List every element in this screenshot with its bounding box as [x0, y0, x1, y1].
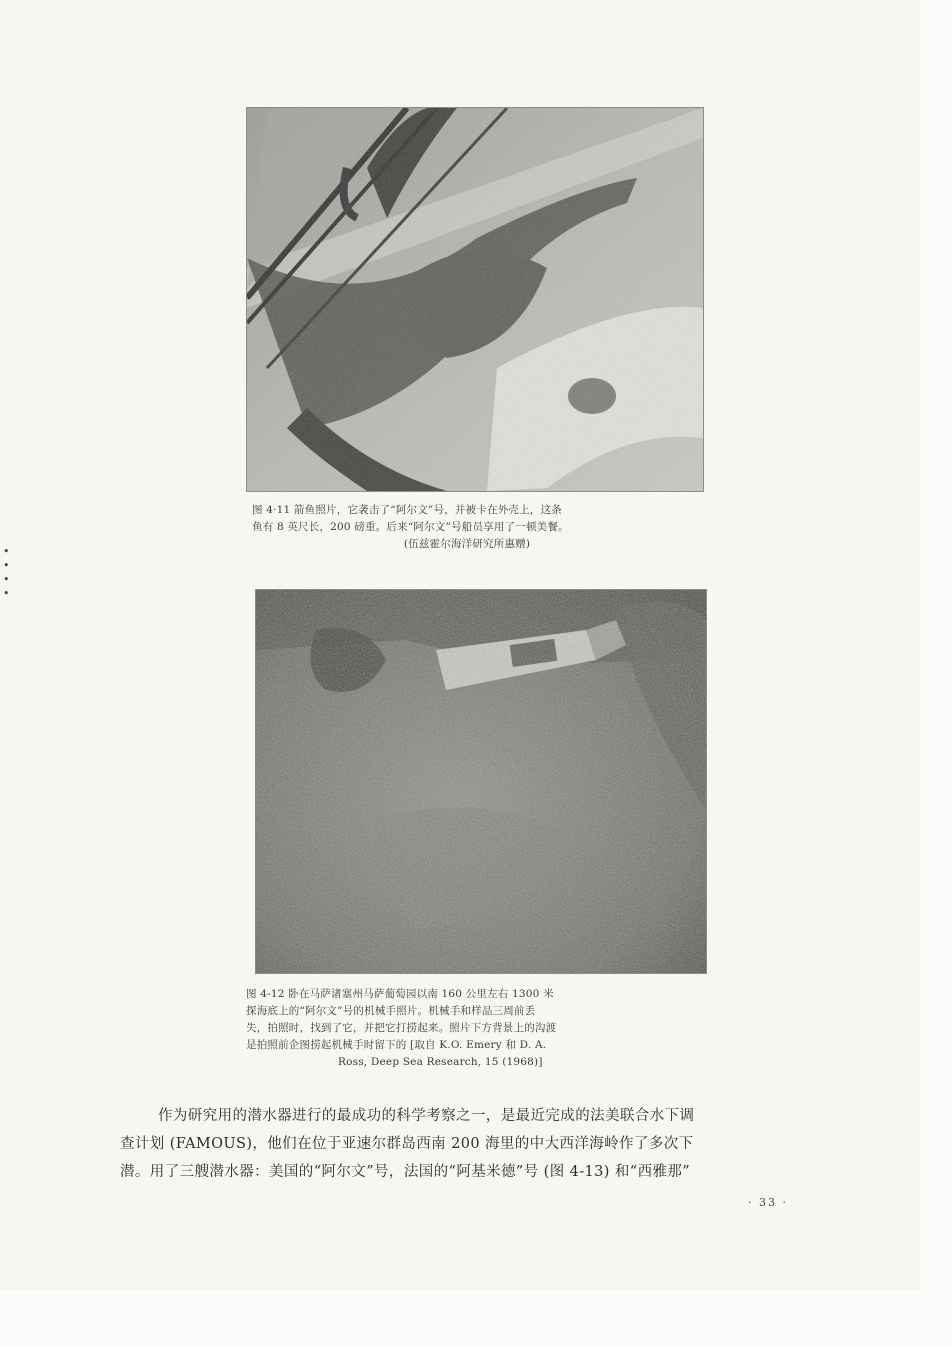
- page-number: · 33 ·: [748, 1196, 788, 1209]
- caption-credit: (伍兹霍尔海洋研究所惠赠): [403, 538, 531, 550]
- figure-4-12-caption: [246, 986, 706, 1071]
- caption-line: 是拍照前企图捞起机械手时留下的 [取自 K.O. Emery 和 D. A.: [246, 1039, 547, 1051]
- caption-line: 探海底上的“阿尔文”号的机械手照片。机械手和样品三周前丢: [246, 1005, 536, 1017]
- body-line: 作为研究用的潜水器进行的最成功的科学考察之一，是最近完成的法美联合水下调: [158, 1108, 695, 1124]
- seabed-arm-image: [256, 590, 706, 973]
- caption-line: 图 4·11 箭鱼照片，它袭击了“阿尔文”号，并被卡在外壳上，这条: [252, 504, 562, 516]
- caption-line: 图 4-12 卧在马萨诸塞州马萨葡萄园以南 160 公里左右 1300 米: [246, 988, 554, 1000]
- margin-marks: • • • •: [3, 545, 10, 600]
- caption-line: 鱼有 8 英尺长，200 磅重。后来“阿尔文”号船员享用了一顿美餐。: [252, 521, 569, 533]
- figure-4-12-photo: [255, 589, 707, 974]
- swordfish-image: [247, 108, 703, 491]
- caption-line: 失，拍照时，找到了它，并把它打捞起来。照片下方背景上的沟渡: [246, 1022, 557, 1034]
- body-line: 查计划 (FAMOUS)，他们在位于亚速尔群岛西南 200 海里的中大西洋海岭作了多次下: [120, 1136, 694, 1152]
- caption-reference: Ross, Deep Sea Research, 15 (1968)]: [338, 1056, 543, 1068]
- body-paragraph: [120, 1102, 820, 1186]
- body-line: 潜。用了三艘潜水器：美国的“阿尔文”号，法国的“阿基米德”号 (图 4-13) 和“西雅那”: [120, 1164, 691, 1180]
- figure-4-11-photo: [246, 107, 704, 492]
- figure-4-11-caption: [252, 502, 712, 553]
